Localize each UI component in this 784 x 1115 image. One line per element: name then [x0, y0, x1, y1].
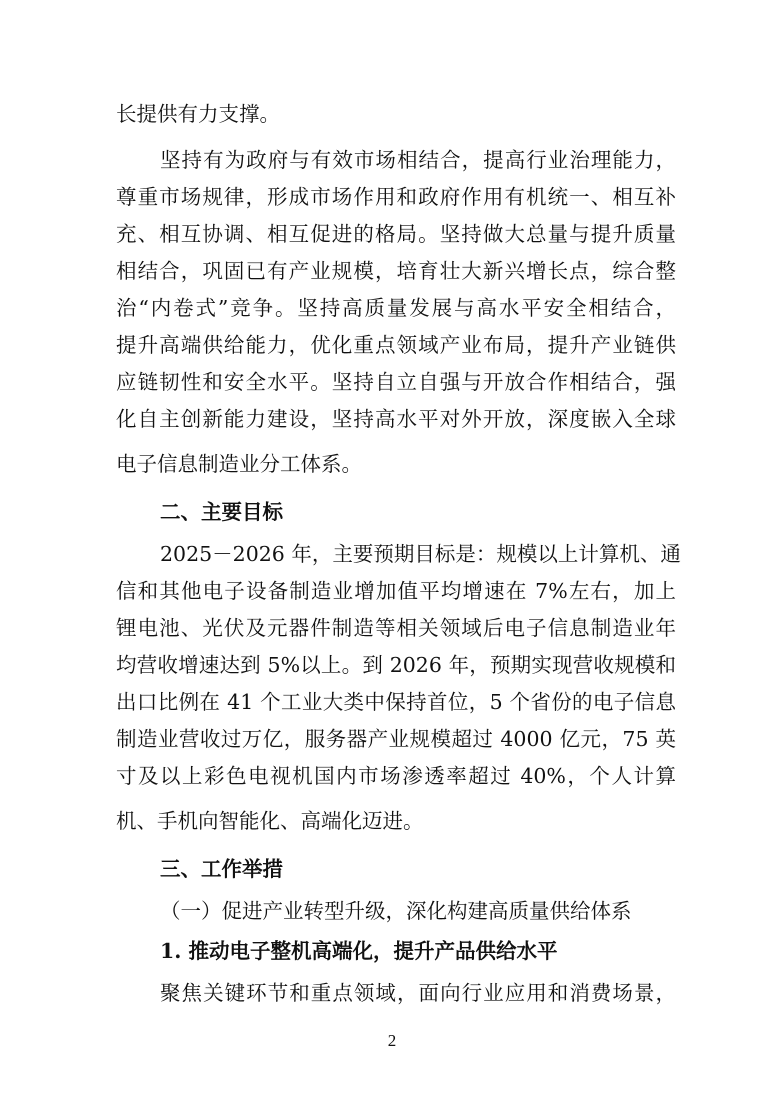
paragraph-line: 治“内卷式”竞争。坚持高质量发展与高水平安全相结合， — [116, 296, 676, 320]
paragraph-line: 提升高端供给能力，优化重点领域产业布局，提升产业链供 — [116, 333, 676, 357]
paragraph-line: 长提供有力支撑。 — [116, 102, 280, 126]
paragraph-line: 化自主创新能力建设，坚持高水平对外开放，深度嵌入全球 — [116, 407, 676, 431]
paragraph-line: 寸及以上彩色电视机国内市场渗透率超过 40%，个人计算 — [116, 764, 676, 788]
subsection-heading: （一）促进产业转型升级，深化构建高质量供给体系 — [160, 899, 632, 923]
paragraph-line: 聚焦关键环节和重点领域，面向行业应用和消费场景， — [160, 981, 676, 1005]
paragraph-line: 机、手机向智能化、高端化迈进。 — [116, 809, 424, 833]
paragraph-line: 尊重市场规律，形成市场作用和政府作用有机统一、相互补 — [116, 185, 676, 209]
paragraph-line: 2025－2026 年，主要预期目标是：规模以上计算机、通 — [160, 542, 681, 566]
page-number: 2 — [387, 1031, 397, 1050]
paragraph-line: 应链韧性和安全水平。坚持自立自强与开放合作相结合，强 — [116, 370, 676, 394]
paragraph-line: 均营收增速达到 5%以上。到 2026 年，预期实现营收规模和 — [116, 653, 676, 677]
paragraph-line: 充、相互协调、相互促进的格局。坚持做大总量与提升质量 — [116, 222, 676, 246]
paragraph-line: 锂电池、光伏及元器件制造等相关领域后电子信息制造业年 — [116, 616, 676, 640]
paragraph-line: 制造业营收过万亿，服务器产业规模超过 4000 亿元，75 英 — [116, 727, 676, 751]
item-heading: 1. 推动电子整机高端化，提升产品供给水平 — [160, 939, 558, 963]
paragraph-line: 出口比例在 41 个工业大类中保持首位，5 个省份的电子信息 — [116, 690, 676, 714]
section-heading-targets: 二、主要目标 — [160, 500, 283, 524]
paragraph-line: 相结合，巩固已有产业规模，培育壮大新兴增长点，综合整 — [116, 259, 676, 283]
paragraph-line: 坚持有为政府与有效市场相结合，提高行业治理能力， — [160, 148, 676, 172]
section-heading-measures: 三、工作举措 — [160, 857, 283, 881]
paragraph-line: 电子信息制造业分工体系。 — [116, 452, 362, 476]
paragraph-line: 信和其他电子设备制造业增加值平均增速在 7%左右，加上 — [116, 579, 676, 603]
